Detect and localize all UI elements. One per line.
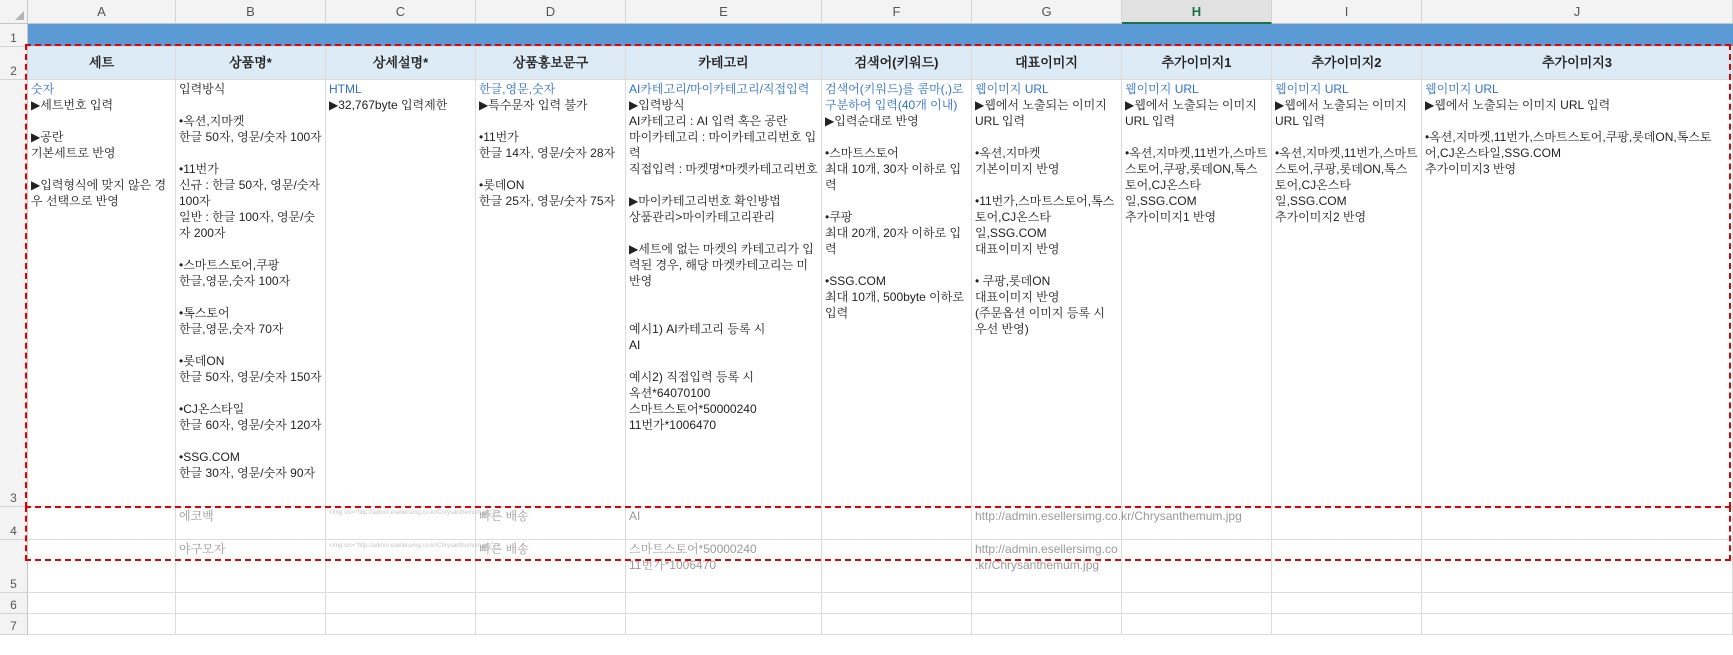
header-cell[interactable]: 카테고리	[626, 47, 822, 80]
example-promo-cell[interactable]: 빠른 배송	[476, 540, 626, 593]
description-text: ▶특수문자 입력 불가 •11번가 한글 14자, 영문/숫자 28자 •롯데ON 한글 25자, 영문/숫자 75자	[479, 98, 616, 208]
header-cell[interactable]: 추가이미지2	[1272, 47, 1422, 80]
row-header-7[interactable]: 7	[0, 614, 28, 635]
input-type-label: 웹이미지 URL	[1275, 82, 1349, 96]
empty-cell[interactable]	[326, 614, 476, 635]
description-cell[interactable]	[176, 80, 326, 507]
empty-cell[interactable]	[1122, 614, 1272, 635]
description-text: ▶웹에서 노출되는 이미지 URL 입력 •옥션,지마켓 기본이미지 반영 •11번가,스마트스토어,톡스토어,CJ온스타일,SSG.COM 대표이미지 반영 • 쿠팡,롯데ON 대표이미지 반영 (주문옵션 이미지 등록 시 우선 반영)	[975, 98, 1115, 336]
empty-cell[interactable]	[1422, 540, 1733, 593]
input-type-label: 숫자	[31, 82, 55, 96]
description-cell[interactable]	[1272, 80, 1422, 507]
column-header-a[interactable]: A	[28, 0, 176, 24]
column-header-c[interactable]: C	[326, 0, 476, 24]
description-cell[interactable]	[972, 80, 1122, 507]
column-header-b[interactable]: B	[176, 0, 326, 24]
description-cell[interactable]	[822, 80, 972, 507]
input-type-label: 웹이미지 URL	[1425, 82, 1499, 96]
column-header-d[interactable]: D	[476, 0, 626, 24]
description-text: ▶웹에서 노출되는 이미지 URL 입력 •옥션,지마켓,11번가,스마트스토어,쿠팡,롯데ON,톡스토어,CJ온스타일,SSG.COM 추가이미지3 반영	[1425, 98, 1712, 176]
empty-cell[interactable]	[972, 614, 1122, 635]
row-header-2[interactable]: 2	[0, 47, 28, 80]
empty-cell[interactable]	[972, 593, 1122, 614]
empty-cell[interactable]	[28, 614, 176, 635]
description-cell[interactable]	[476, 80, 626, 507]
empty-cell[interactable]	[28, 540, 176, 593]
example-main-image-cell[interactable]: http://admin.esellersimg.co .kr/Chrysanthemum.jpg	[972, 540, 1122, 593]
input-type-label: 한글,영문,숫자	[479, 82, 556, 96]
empty-cell[interactable]	[1122, 540, 1272, 593]
column-header-g[interactable]: G	[972, 0, 1122, 24]
description-text: ▶웹에서 노출되는 이미지 URL 입력 •옥션,지마켓,11번가,스마트스토어,쿠팡,롯데ON,톡스토어,CJ온스타일,SSG.COM 추가이미지1 반영	[1125, 98, 1268, 224]
empty-cell[interactable]	[822, 614, 972, 635]
empty-cell[interactable]	[326, 593, 476, 614]
empty-cell[interactable]	[28, 593, 176, 614]
example-promo-cell[interactable]: 빠른 배송	[476, 507, 626, 540]
input-type-label: 웹이미지 URL	[975, 82, 1049, 96]
empty-cell[interactable]	[1272, 593, 1422, 614]
header-cell[interactable]: 상세설명*	[326, 47, 476, 80]
row-header-6[interactable]: 6	[0, 593, 28, 614]
header-cell[interactable]: 검색어(키워드)	[822, 47, 972, 80]
row-header-1[interactable]: 1	[0, 24, 28, 47]
description-text: ▶세트번호 입력 ▶공란 기본세트로 반영 ▶입력형식에 맞지 않은 경우 선택으로 반영	[31, 98, 167, 208]
empty-cell[interactable]	[822, 507, 972, 540]
description-cell[interactable]	[626, 80, 822, 507]
header-cell[interactable]: 추가이미지1	[1122, 47, 1272, 80]
example-detail-html-cell[interactable]: <img src="http://admin.esellersimg.co.kr/Chrysanthemum.jpg" />	[326, 540, 476, 593]
description-cell[interactable]	[1422, 80, 1733, 507]
empty-cell[interactable]	[1122, 507, 1272, 540]
empty-cell[interactable]	[626, 614, 822, 635]
row-header-4[interactable]: 4	[0, 507, 28, 540]
example-product-name-cell[interactable]: 에코백	[176, 507, 326, 540]
example-main-image-cell[interactable]: http://admin.esellersimg.co.kr/Chrysanthemum.jpg	[972, 507, 1122, 540]
input-type-label: HTML	[329, 82, 362, 96]
empty-cell[interactable]	[626, 593, 822, 614]
input-type-label: 검색어(키워드)를 콤마(,)로 구분하여 입력(40개 이내)	[825, 82, 967, 112]
header-cell[interactable]: 상품명*	[176, 47, 326, 80]
input-type-label: AI카테고리/마이카테고리/직접입력	[629, 82, 810, 96]
empty-cell[interactable]	[1272, 507, 1422, 540]
empty-cell[interactable]	[1122, 593, 1272, 614]
example-detail-html-cell[interactable]: <img src="http://admin.esellersimg.co.kr/Chrysanthemum.jpg" />	[326, 507, 476, 540]
description-cell[interactable]	[28, 80, 176, 507]
header-cell[interactable]: 상품홍보문구	[476, 47, 626, 80]
empty-cell[interactable]	[176, 614, 326, 635]
input-type-label: 웹이미지 URL	[1125, 82, 1199, 96]
empty-cell[interactable]	[176, 593, 326, 614]
header-cell[interactable]: 추가이미지3	[1422, 47, 1733, 80]
column-header-j[interactable]: J	[1422, 0, 1733, 24]
column-header-i[interactable]: I	[1272, 0, 1422, 24]
column-header-h[interactable]: H	[1122, 0, 1272, 24]
empty-cell[interactable]	[1422, 507, 1733, 540]
row-header-3[interactable]: 3	[0, 80, 28, 507]
example-product-name-cell[interactable]: 야구모자	[176, 540, 326, 593]
description-text: ▶입력방식 AI카테고리 : AI 입력 혹은 공란 마이카테고리 : 마이카테고리번호 입력 직접입력 : 마켓명*마켓카테고리번호 ▶마이카테고리번호 확인방법 상품관리>마이카테고리관리 ▶세트에 없는 마켓의 카테고리가 입력된 경우, 해당 마켓카테고리는 미반영 예시1) AI카테고리 등록 시 AI 예시2) 직접입력 등록 시 옥션*64070100 스마트스토어*50000240 11번가*1006470	[629, 98, 818, 432]
description-text: ▶웹에서 노출되는 이미지 URL 입력 •옥션,지마켓,11번가,스마트스토어,쿠팡,롯데ON,톡스토어,CJ온스타일,SSG.COM 추가이미지2 반영	[1275, 98, 1418, 224]
select-all-corner[interactable]	[0, 0, 28, 24]
empty-cell[interactable]	[1272, 540, 1422, 593]
description-cell[interactable]	[326, 80, 476, 507]
description-text: ▶입력순대로 반영 •스마트스토어 최대 10개, 30자 이하로 입력 •쿠팡 최대 20개, 20자 이하로 입력 •SSG.COM 최대 10개, 500byte 이하로 입력	[825, 114, 964, 320]
description-cell[interactable]	[1122, 80, 1272, 507]
example-category-cell[interactable]: AI	[626, 507, 822, 540]
empty-cell[interactable]	[1422, 593, 1733, 614]
description-text: 입력방식 •옥션,지마켓 한글 50자, 영문/숫자 100자 •11번가 신규 : 한글 50자, 영문/숫자 100자 일반 : 한글 100자, 영문/숫자 200자 •스마트스토어,쿠팡 한글,영문,숫자 100자 •톡스토어 한글,영문,숫자 70자 •롯데ON 한글 50자, 영문/숫자 150자 •CJ온스타일 한글 60자, 영문/숫자 120자 •SSG.COM 한글 30자, 영문/숫자 90자	[179, 82, 322, 480]
empty-cell[interactable]	[476, 614, 626, 635]
empty-cell[interactable]	[1422, 614, 1733, 635]
empty-cell[interactable]	[822, 540, 972, 593]
empty-cell[interactable]	[476, 593, 626, 614]
example-category-cell[interactable]: 스마트스토어*50000240 11번가*1006470	[626, 540, 822, 593]
title-banner[interactable]	[28, 24, 1733, 47]
header-cell[interactable]: 대표이미지	[972, 47, 1122, 80]
empty-cell[interactable]	[822, 593, 972, 614]
column-header-f[interactable]: F	[822, 0, 972, 24]
header-cell[interactable]: 세트	[28, 47, 176, 80]
row-header-5[interactable]: 5	[0, 540, 28, 593]
column-header-e[interactable]: E	[626, 0, 822, 24]
empty-cell[interactable]	[28, 507, 176, 540]
empty-cell[interactable]	[1272, 614, 1422, 635]
description-text: ▶32,767byte 입력제한	[329, 98, 448, 112]
